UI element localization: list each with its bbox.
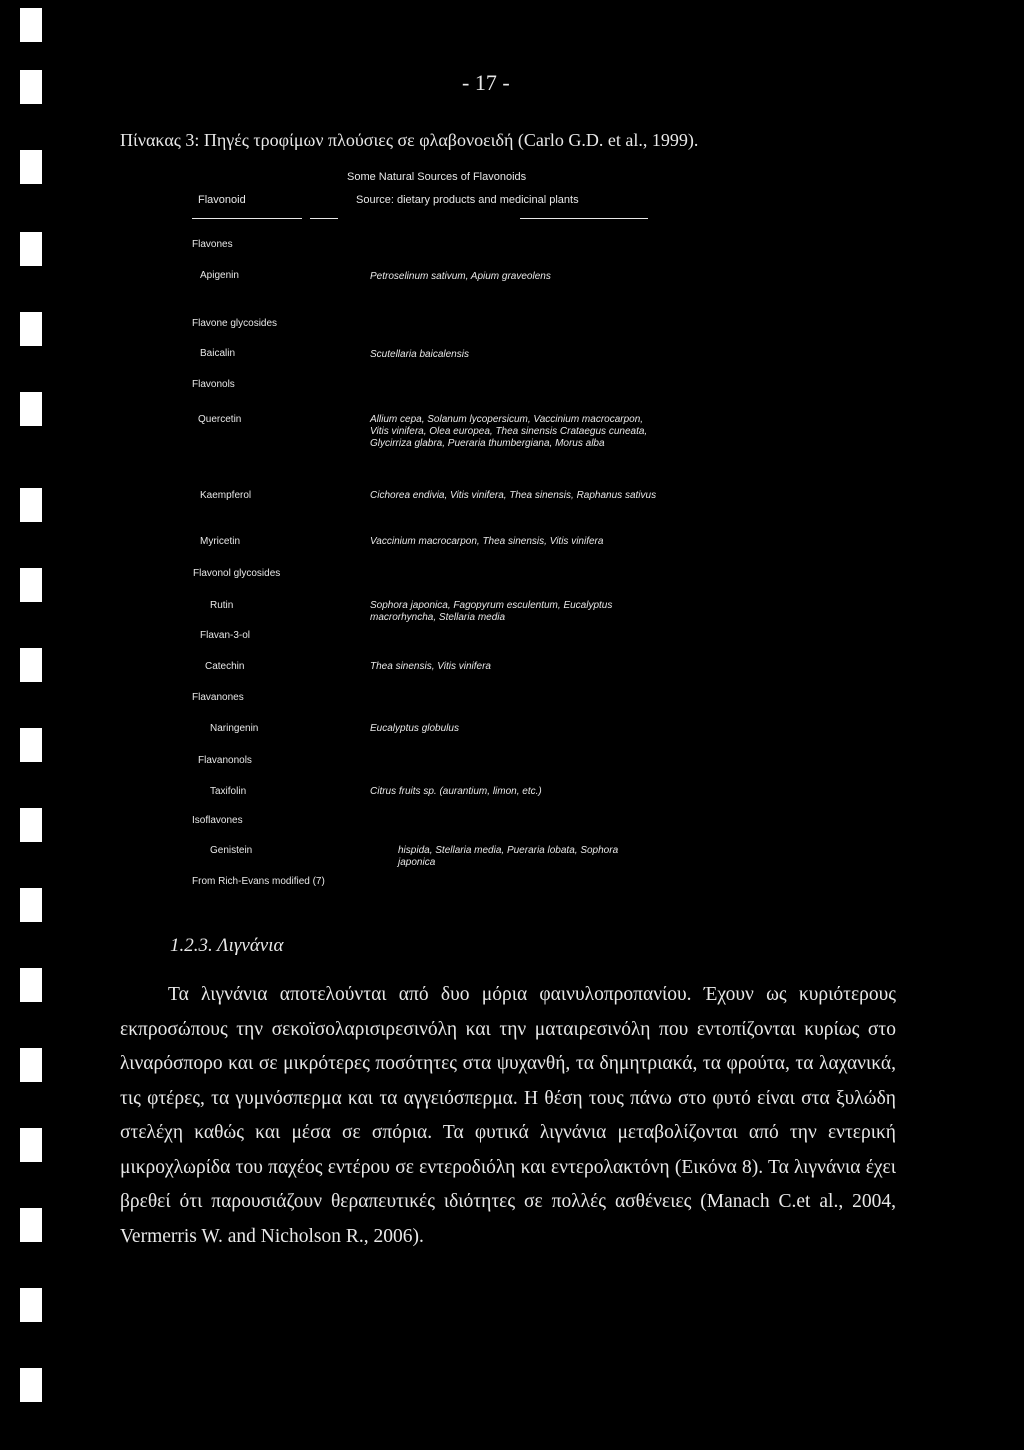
paragraph: Τα λιγνάνια αποτελούνται από δυο μόρια φαινυλοπροπανίου. Έχουν ως κυριότερους εκπροσώπους την σεκοϊσολαρισιρεσινόλη και την ματαιρεσινόλη που εντοπίζονται κυρίως στο λιναρόσπορο και σε μικρότερες ποσότητες στα ψυχανθή, τα δημητριακά, τα φρούτα, τα λαχανικά, τις φτέρες, τα γυμνόσπερμα και τα αγγειόσπερμα. Η θέση τους πάνω στο φυτό είναι στα ξυλώδη στελέχη καθώς και μέσα σε σπόρια. Τα φυτικά λιγνάνια μεταβολίζονται από την εντερική μικροχλωρίδα του παχέος εντέρου σε εντεροδιόλη και εντερολακτόνη (Εικόνα 8). Τα λιγνάνια έχει βρεθεί ότι παρουσιάζουν θεραπευτικές ιδιότητες σε πολλές ασθένειες (Manach C.et al., 2004, Vermerris W. and Nicholson R., 2006).: [120, 984, 896, 1247]
compound-name: Apigenin: [200, 270, 239, 281]
section-heading: 1.2.3. Λιγνάνια: [170, 935, 284, 956]
compound-name: Kaempferol: [200, 490, 252, 501]
category-label: Isoflavones: [192, 815, 243, 826]
compound-name: Quercetin: [198, 414, 242, 425]
sprocket-hole: [20, 70, 42, 104]
compound-name: Rutin: [210, 600, 234, 611]
column-header-source: Source: dietary products and medicinal plants: [356, 194, 579, 206]
category-label: Flavones: [192, 239, 233, 250]
sprocket-hole: [20, 568, 42, 602]
sprocket-hole: [20, 488, 42, 522]
source-plants: Vaccinium macrocarpon, Thea sinensis, Vitis vinifera: [370, 536, 604, 547]
sprocket-hole: [20, 392, 42, 426]
category-label: Flavonols: [192, 379, 235, 390]
compound-name: Genistein: [210, 845, 253, 856]
header-rule: [520, 218, 648, 219]
source-plants: Thea sinensis, Vitis vinifera: [370, 661, 491, 672]
category-label: Flavonol glycosides: [193, 568, 281, 579]
sprocket-hole: [20, 728, 42, 762]
sprocket-hole: [20, 1128, 42, 1162]
category-label: Flavone glycosides: [192, 318, 278, 329]
source-plants: Eucalyptus globulus: [370, 723, 459, 734]
source-plants: Petroselinum sativum, Apium graveolens: [370, 271, 551, 282]
sprocket-hole: [20, 1368, 42, 1402]
sprocket-hole: [20, 1288, 42, 1322]
source-plants: Allium cepa, Solanum lycopersicum, Vaccinium macrocarpon, Vitis vinifera, Olea europea, Thea sinensis Crataegus cuneata, Glycirriza glabra, Pueraria thumbergiana, Morus alba: [370, 414, 648, 449]
table-footnote: From Rich-Evans modified (7): [192, 876, 325, 887]
header-rule: [310, 218, 338, 219]
compound-name: Taxifolin: [210, 786, 247, 797]
category-label: Flavanones: [192, 692, 244, 703]
category-label: Flavanonols: [198, 755, 252, 766]
sprocket-hole: [20, 150, 42, 184]
compound-name: Naringenin: [210, 723, 259, 734]
compound-name: Myricetin: [200, 536, 241, 547]
compound-name: Catechin: [205, 661, 245, 672]
source-plants: Scutellaria baicalensis: [370, 349, 469, 360]
category-label: Flavan-3-ol: [200, 630, 251, 641]
compound-name: Baicalin: [200, 348, 236, 359]
sprocket-hole: [20, 1208, 42, 1242]
table-caption: Πίνακας 3: Πηγές τροφίμων πλούσιες σε φλαβονοειδή (Carlo G.D. et al., 1999).: [120, 130, 699, 150]
source-plants: hispida, Stellaria media, Pueraria lobata, Sophora japonica: [398, 845, 619, 868]
sprocket-hole: [20, 968, 42, 1002]
sprocket-hole: [20, 312, 42, 346]
sprocket-hole: [20, 808, 42, 842]
table-title: Some Natural Sources of Flavonoids: [347, 171, 527, 183]
source-plants: Sophora japonica, Fagopyrum esculentum, Eucalyptus macrorhyncha, Stellaria media: [370, 600, 613, 623]
sprocket-hole: [20, 1048, 42, 1082]
sprocket-hole: [20, 648, 42, 682]
header-rule: [192, 218, 302, 219]
sprocket-hole: [20, 8, 42, 42]
page-number: - 17 -: [462, 70, 510, 95]
source-plants: Cichorea endivia, Vitis vinifera, Thea sinensis, Raphanus sativus: [370, 490, 657, 501]
film-strip-border: [20, 0, 42, 1450]
sprocket-hole: [20, 888, 42, 922]
source-plants: Citrus fruits sp. (aurantium, limon, etc.): [370, 786, 542, 797]
column-header-flavonoid: Flavonoid: [198, 194, 246, 206]
body-text: [120, 978, 896, 1254]
sprocket-hole: [20, 232, 42, 266]
